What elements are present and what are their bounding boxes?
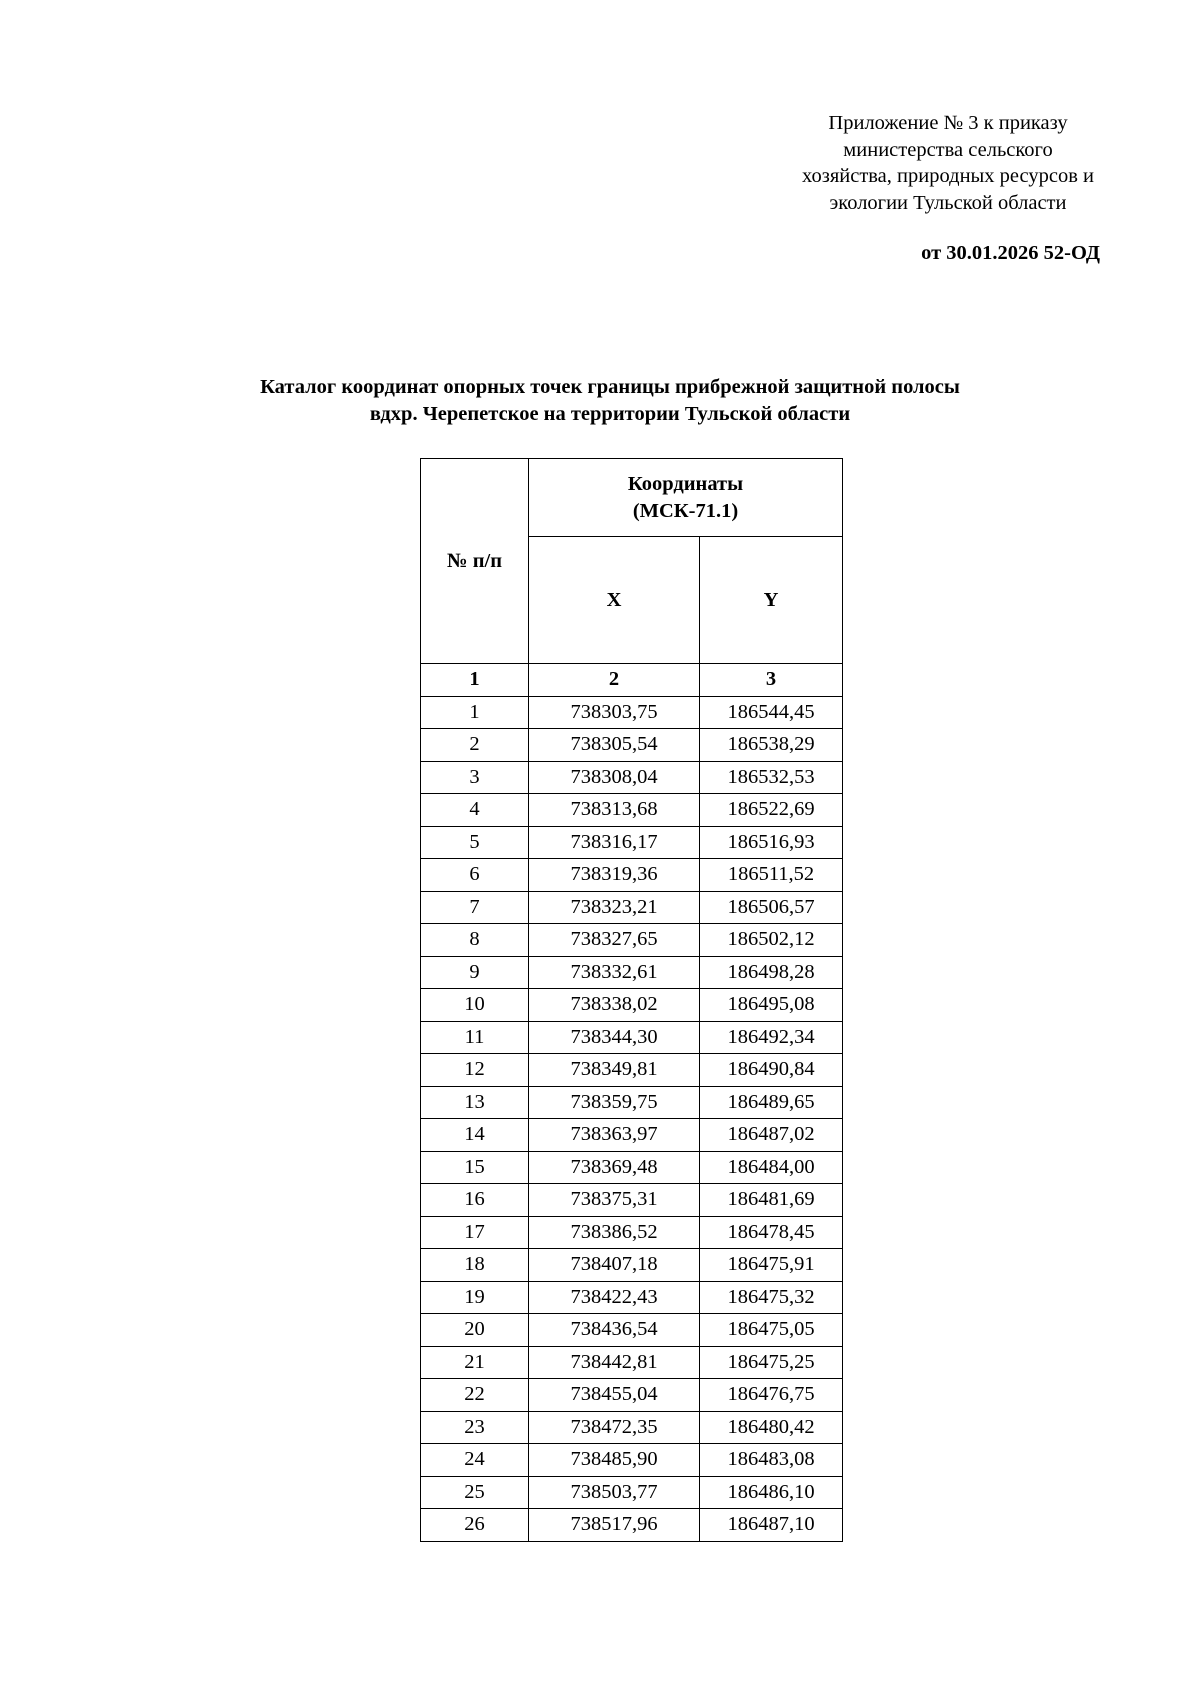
cell-point-number: 9 (421, 956, 529, 989)
table-row (421, 826, 843, 859)
table-row (421, 1509, 843, 1542)
table-row (421, 1314, 843, 1347)
table-row (421, 1054, 843, 1087)
table-row (421, 761, 843, 794)
cell-x: 738305,54 (529, 729, 700, 762)
cell-y: 186483,08 (700, 1444, 843, 1477)
cell-point-number: 4 (421, 794, 529, 827)
cell-y: 186532,53 (700, 761, 843, 794)
cell-y: 186475,05 (700, 1314, 843, 1347)
header-point-number: № п/п (421, 459, 529, 664)
table-row (421, 1281, 843, 1314)
cell-x: 738344,30 (529, 1021, 700, 1054)
cell-point-number: 14 (421, 1119, 529, 1152)
cell-point-number: 5 (421, 826, 529, 859)
table-row (421, 696, 843, 729)
annex-line: хозяйства, природных ресурсов и (802, 165, 1094, 187)
header-coordinates-group (529, 459, 843, 537)
document-title (150, 374, 1070, 428)
cell-point-number: 17 (421, 1216, 529, 1249)
cell-y: 186516,93 (700, 826, 843, 859)
cell-x: 738303,75 (529, 696, 700, 729)
header-x: X (529, 537, 700, 664)
table-row (421, 956, 843, 989)
cell-point-number: 8 (421, 924, 529, 957)
cell-x: 738319,36 (529, 859, 700, 892)
column-number: 3 (700, 664, 843, 697)
cell-y: 186498,28 (700, 956, 843, 989)
title-line-2: вдхр. Черепетское на территории Тульской области (369, 403, 851, 425)
cell-point-number: 19 (421, 1281, 529, 1314)
cell-y: 186506,57 (700, 891, 843, 924)
cell-x: 738327,65 (529, 924, 700, 957)
cell-y: 186475,25 (700, 1346, 843, 1379)
table-row (421, 1379, 843, 1412)
table-row (421, 859, 843, 892)
cell-x: 738308,04 (529, 761, 700, 794)
cell-y: 186487,10 (700, 1509, 843, 1542)
cell-point-number: 10 (421, 989, 529, 1022)
cell-x: 738323,21 (529, 891, 700, 924)
cell-point-number: 20 (421, 1314, 529, 1347)
table-row (421, 1151, 843, 1184)
cell-y: 186478,45 (700, 1216, 843, 1249)
cell-y: 186511,52 (700, 859, 843, 892)
cell-point-number: 22 (421, 1379, 529, 1412)
cell-y: 186481,69 (700, 1184, 843, 1217)
cell-x: 738369,48 (529, 1151, 700, 1184)
table-row (421, 794, 843, 827)
cell-y: 186484,00 (700, 1151, 843, 1184)
cell-y: 186502,12 (700, 924, 843, 957)
cell-point-number: 2 (421, 729, 529, 762)
cell-x: 738517,96 (529, 1509, 700, 1542)
table-row (421, 1411, 843, 1444)
cell-point-number: 16 (421, 1184, 529, 1217)
table-row (421, 1216, 843, 1249)
cell-y: 186492,34 (700, 1021, 843, 1054)
cell-x: 738455,04 (529, 1379, 700, 1412)
coordinates-table (420, 458, 843, 1542)
header-y: Y (700, 537, 843, 664)
cell-y: 186476,75 (700, 1379, 843, 1412)
table-row (421, 1086, 843, 1119)
cell-x: 738375,31 (529, 1184, 700, 1217)
annex-line: министерства сельского (843, 138, 1053, 161)
cell-point-number: 24 (421, 1444, 529, 1477)
annex-line: экологии Тульской области (829, 191, 1067, 214)
header-coordinate-system: (МСК-71.1) (632, 499, 739, 522)
cell-point-number: 13 (421, 1086, 529, 1119)
cell-x: 738359,75 (529, 1086, 700, 1119)
table-row (421, 1119, 843, 1152)
table-row (421, 1249, 843, 1282)
annex-line: Приложение № 3 к приказу (828, 112, 1068, 134)
cell-y: 186544,45 (700, 696, 843, 729)
table-row (421, 1476, 843, 1509)
cell-x: 738407,18 (529, 1249, 700, 1282)
cell-point-number: 1 (421, 696, 529, 729)
cell-y: 186490,84 (700, 1054, 843, 1087)
table-row (421, 729, 843, 762)
cell-x: 738313,68 (529, 794, 700, 827)
cell-point-number: 26 (421, 1509, 529, 1542)
cell-y: 186495,08 (700, 989, 843, 1022)
cell-x: 738436,54 (529, 1314, 700, 1347)
cell-y: 186487,02 (700, 1119, 843, 1152)
cell-y: 186489,65 (700, 1086, 843, 1119)
cell-x: 738349,81 (529, 1054, 700, 1087)
cell-point-number: 25 (421, 1476, 529, 1509)
cell-y: 186486,10 (700, 1476, 843, 1509)
cell-x: 738422,43 (529, 1281, 700, 1314)
cell-x: 738316,17 (529, 826, 700, 859)
column-number: 1 (421, 664, 529, 697)
table-row (421, 989, 843, 1022)
cell-point-number: 18 (421, 1249, 529, 1282)
cell-point-number: 11 (421, 1021, 529, 1054)
annex-header (778, 110, 1118, 216)
cell-x: 738442,81 (529, 1346, 700, 1379)
cell-y: 186475,91 (700, 1249, 843, 1282)
column-number-row (421, 664, 843, 697)
cell-point-number: 21 (421, 1346, 529, 1379)
table-header-row (421, 459, 843, 537)
cell-point-number: 3 (421, 761, 529, 794)
cell-y: 186480,42 (700, 1411, 843, 1444)
cell-point-number: 23 (421, 1411, 529, 1444)
cell-x: 738503,77 (529, 1476, 700, 1509)
table-row (421, 1184, 843, 1217)
table-row (421, 924, 843, 957)
cell-point-number: 6 (421, 859, 529, 892)
cell-point-number: 7 (421, 891, 529, 924)
cell-x: 738332,61 (529, 956, 700, 989)
table-row (421, 891, 843, 924)
cell-point-number: 15 (421, 1151, 529, 1184)
order-reference: от 30.01.2026 52-ОД (921, 242, 1100, 264)
table-body (421, 664, 843, 1542)
cell-x: 738386,52 (529, 1216, 700, 1249)
table-row (421, 1021, 843, 1054)
cell-x: 738363,97 (529, 1119, 700, 1152)
title-line-1: Каталог координат опорных точек границы прибрежной защитной полосы (260, 376, 960, 398)
cell-y: 186475,32 (700, 1281, 843, 1314)
column-number: 2 (529, 664, 700, 697)
cell-point-number: 12 (421, 1054, 529, 1087)
table-row (421, 1444, 843, 1477)
table-row (421, 1346, 843, 1379)
cell-x: 738338,02 (529, 989, 700, 1022)
cell-y: 186538,29 (700, 729, 843, 762)
cell-x: 738472,35 (529, 1411, 700, 1444)
cell-x: 738485,90 (529, 1444, 700, 1477)
cell-y: 186522,69 (700, 794, 843, 827)
header-coordinates-label: Координаты (627, 472, 744, 495)
